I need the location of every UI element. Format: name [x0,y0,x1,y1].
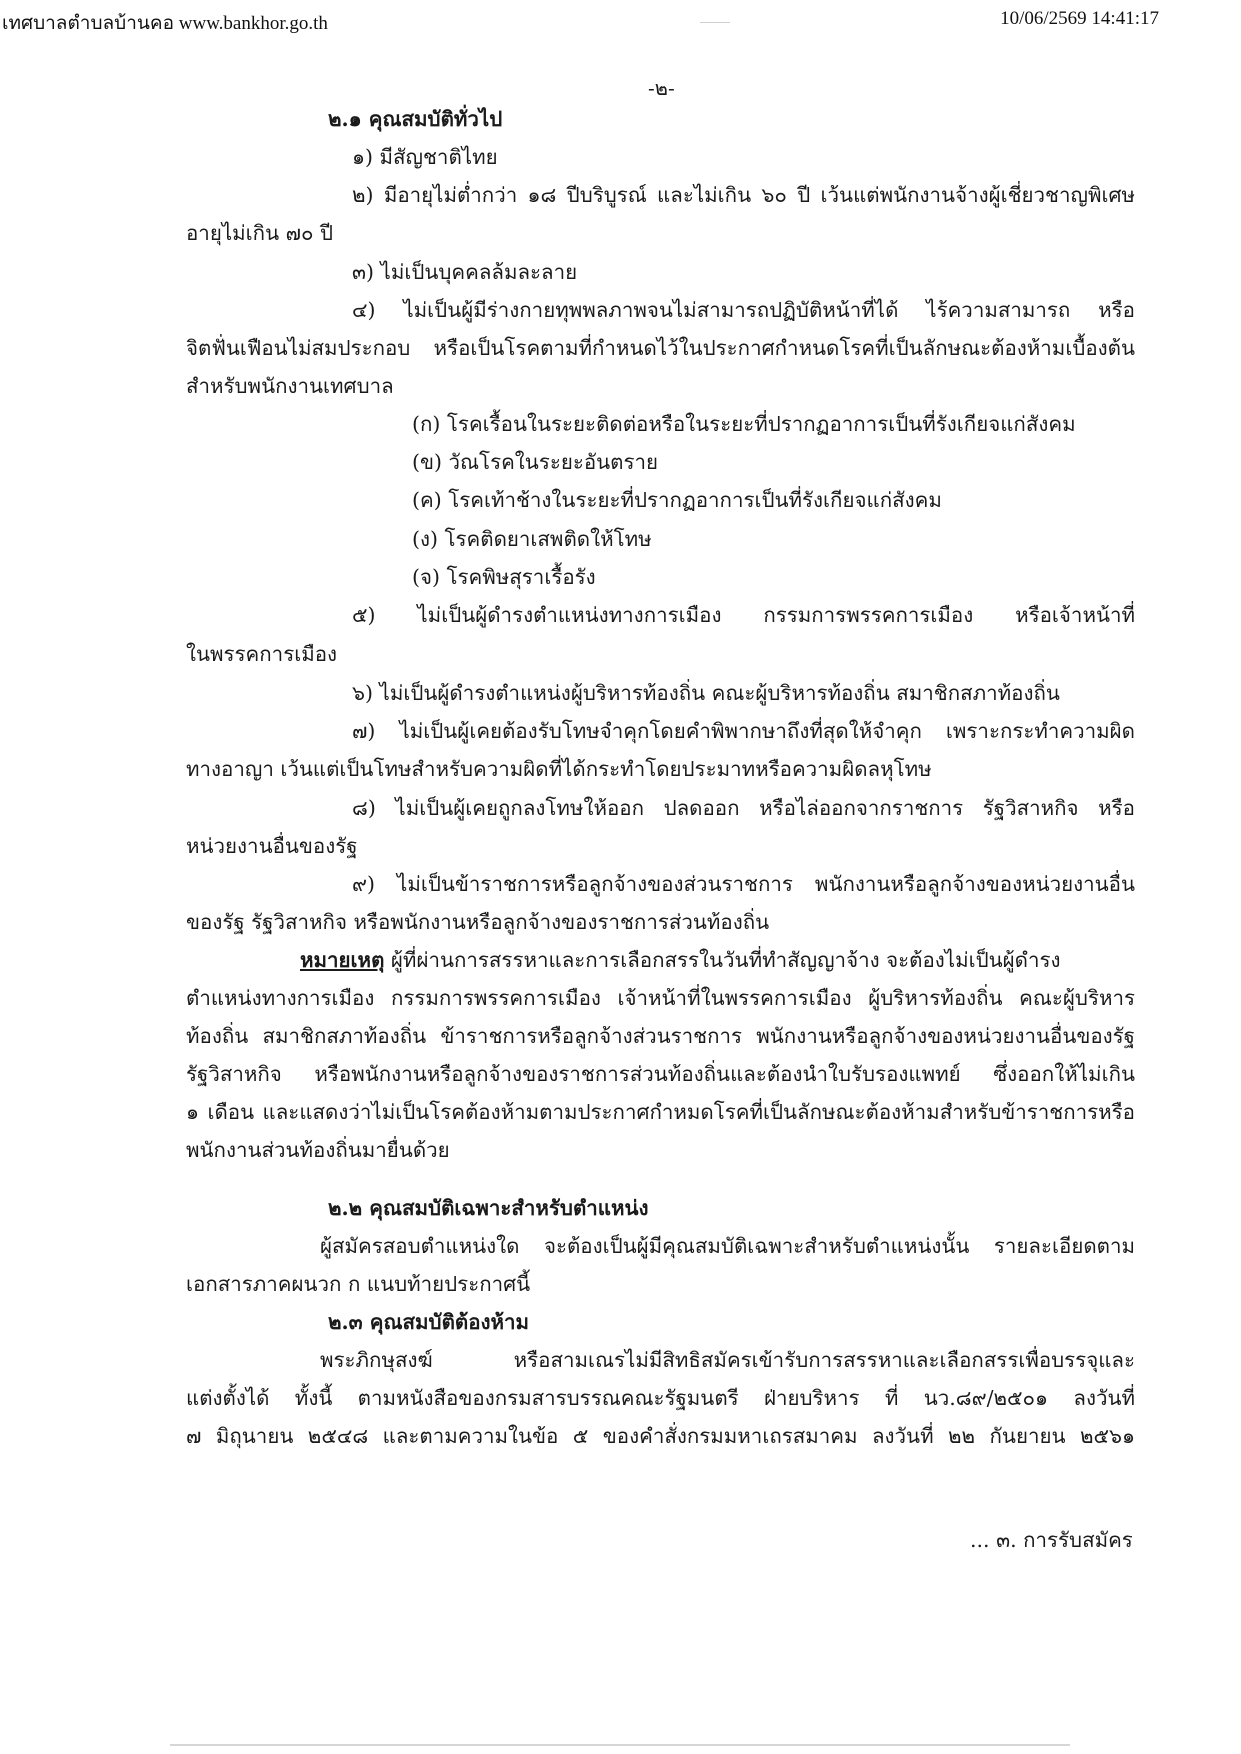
print-timestamp: 10/06/2569 14:41:17 [1000,8,1159,29]
item-5-line-2: ในพรรคการเมือง [186,642,338,666]
disease-e: (จ) โรคพิษสุราเรื้อรัง [412,565,596,589]
note-text-1: ผู้ที่ผ่านการสรรหาและการเลือกสรรในวันที่ทำสัญญาจ้าง จะต้องไม่เป็นผู้ดำรง [390,948,1061,972]
disease-b: (ข) วัณโรคในระยะอันตราย [412,450,659,474]
item-2-line-1: ๒) มีอายุไม่ต่ำกว่า ๑๘ ปีบริบูรณ์ และไม่เกิน ๖๐ ปี เว้นแต่พนักงานจ้างผู้เชี่ยวชาญพิเศษ [352,183,1135,207]
note-line-3: ท้องถิ่น สมาชิกสภาท้องถิ่น ข้าราชการหรือลูกจ้างส่วนราชการ พนักงานหรือลูกจ้างของหน่วยงานอื่นของรัฐ [186,1024,1135,1048]
section-2-2-line-1: ผู้สมัครสอบตำแหน่งใด จะต้องเป็นผู้มีคุณสมบัติเฉพาะสำหรับตำแหน่งนั้น รายละเอียดตาม [320,1234,1135,1258]
scan-bottom-edge [170,1744,1070,1746]
section-2-2-line-2: เอกสารภาคผนวก ก แนบท้ายประกาศนี้ [186,1272,531,1296]
item-4-line-3: สำหรับพนักงานเทศบาล [186,374,394,398]
continuation-marker: ... ๓. การรับสมัคร [970,1528,1133,1552]
item-9-line-2: ของรัฐ รัฐวิสาหกิจ หรือพนักงานหรือลูกจ้างของราชการส่วนท้องถิ่น [186,910,770,934]
item-4-line-2: จิตฟั่นเฟือนไม่สมประกอบ หรือเป็นโรคตามที่กำหนดไว้ในประกาศกำหนดโรคที่เป็นลักษณะต้องห้ามเบื้องต้น [186,336,1135,360]
section-2-2-title: ๒.๒ คุณสมบัติเฉพาะสำหรับตำแหน่ง [328,1196,649,1220]
site-header: เทศบาลตำบลบ้านคอ www.bankhor.go.th [2,13,328,34]
item-3: ๓) ไม่เป็นบุคคลล้มละลาย [352,260,578,284]
item-7-line-2: ทางอาญา เว้นแต่เป็นโทษสำหรับความผิดที่ได้กระทำโดยประมาทหรือความผิดลหุโทษ [186,757,932,781]
item-5-line-1: ๕) ไม่เป็นผู้ดำรงตำแหน่งทางการเมือง กรรมการพรรคการเมือง หรือเจ้าหน้าที่ [352,603,1135,627]
section-2-1-title: ๒.๑ คุณสมบัติทั่วไป [328,107,503,131]
item-4-line-1: ๔) ไม่เป็นผู้มีร่างกายทุพพลภาพจนไม่สามารถปฏิบัติหน้าที่ได้ ไร้ความสามารถ หรือ [352,298,1135,322]
item-1: ๑) มีสัญชาติไทย [352,145,498,169]
note-line-4: รัฐวิสาหกิจ หรือพนักงานหรือลูกจ้างของราชการส่วนท้องถิ่นและต้องนำใบรับรองแพทย์ ซึ่งออกให้ไม่เกิน [186,1062,1135,1086]
item-7-line-1: ๗) ไม่เป็นผู้เคยต้องรับโทษจำคุกโดยคำพิพากษาถึงที่สุดให้จำคุก เพราะกระทำความผิด [352,719,1135,743]
section-2-3-line-3: ๗ มิถุนายน ๒๕๔๘ และตามความในข้อ ๕ ของคำสั่งกรมมหาเถรสมาคม ลงวันที่ ๒๒ กันยายน ๒๕๖๑ [186,1424,1135,1448]
scan-artifact-line [700,22,730,23]
note-line-2: ตำแหน่งทางการเมือง กรรมการพรรคการเมือง เจ้าหน้าที่ในพรรคการเมือง ผู้บริหารท้องถิ่น คณะผู้บริหาร [186,986,1135,1010]
page-number: -๒- [648,76,675,100]
item-2-line-2: อายุไม่เกิน ๗๐ ปี [186,221,334,245]
item-8-line-2: หน่วยงานอื่นของรัฐ [186,834,358,858]
section-2-3-line-2: แต่งตั้งได้ ทั้งนี้ ตามหนังสือของกรมสารบรรณคณะรัฐมนตรี ฝ่ายบริหาร ที่ นว.๘๙/๒๕๐๑ ลงวันที่ [186,1386,1135,1410]
disease-d: (ง) โรคติดยาเสพติดให้โทษ [412,527,652,551]
section-2-3-title: ๒.๓ คุณสมบัติต้องห้าม [328,1310,530,1334]
section-2-3-line-1: พระภิกษุสงฆ์ หรือสามเณรไม่มีสิทธิสมัครเข้ารับการสรรหาและเลือกสรรเพื่อบรรจุและ [320,1348,1135,1372]
disease-c: (ค) โรคเท้าช้างในระยะที่ปรากฏอาการเป็นที่รังเกียจแก่สังคม [412,488,942,512]
disease-a: (ก) โรคเรื้อนในระยะติดต่อหรือในระยะที่ปรากฏอาการเป็นที่รังเกียจแก่สังคม [412,412,1076,436]
note-line-1 [300,947,1061,973]
note-label: หมายเหตุ [300,948,385,972]
item-6: ๖) ไม่เป็นผู้ดำรงตำแหน่งผู้บริหารท้องถิ่น คณะผู้บริหารท้องถิ่น สมาชิกสภาท้องถิ่น [352,681,1060,705]
item-9-line-1: ๙) ไม่เป็นข้าราชการหรือลูกจ้างของส่วนราชการ พนักงานหรือลูกจ้างของหน่วยงานอื่น [352,872,1135,896]
item-8-line-1: ๘) ไม่เป็นผู้เคยถูกลงโทษให้ออก ปลดออก หรือไล่ออกจากราชการ รัฐวิสาหกิจ หรือ [352,796,1135,820]
note-line-6: พนักงานส่วนท้องถิ่นมายื่นด้วย [186,1138,450,1162]
note-line-5: ๑ เดือน และแสดงว่าไม่เป็นโรคต้องห้ามตามประกาศกำหมดโรคที่เป็นลักษณะต้องห้ามสำหรับข้าราชการหรือ [186,1100,1135,1124]
